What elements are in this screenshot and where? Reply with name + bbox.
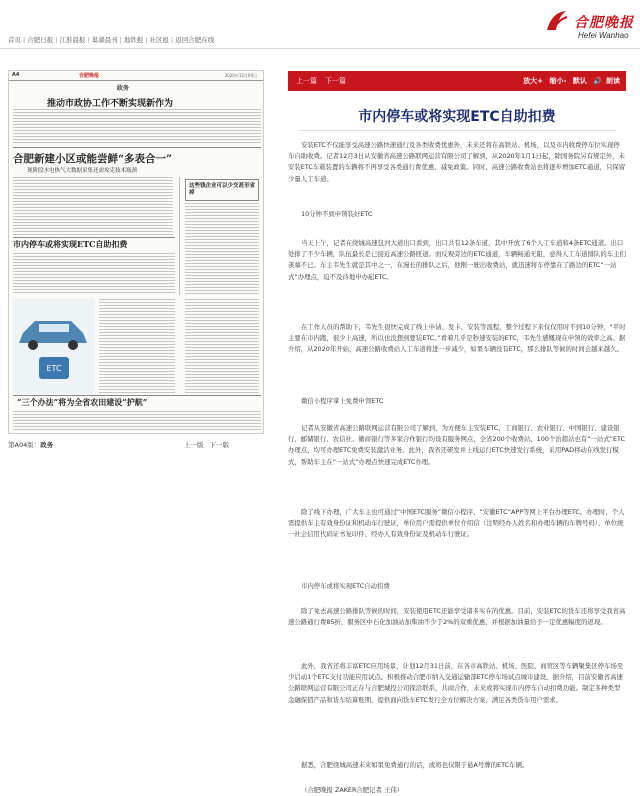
- logo-text-cn: 合肥晚报: [574, 15, 634, 31]
- article-paragraph: 记者从安徽省高速公路联网运营有限公司了解到，为方便车主安装ETC，工商银行、农业银行、中国银行、建设银行、邮储银行、农信社、徽商银行等多家合作银行均设有服务网点，全省200个收费站、100个治超站也有“一站式”ETC办理点，均可办理ETC免费安装激活业务。此外，我省还研发并上线运行ETC快速发行系统，采用PAD移动在线发行模式，帮助车主在“一站式”办理点快速完成ETC办理。: [288, 424, 626, 466]
- title-divider: [300, 130, 616, 131]
- default-size-button[interactable]: 默认: [572, 77, 587, 85]
- top-nav: [8, 35, 214, 44]
- text-block: [13, 411, 261, 431]
- article-subheading: 10分钟不到申领装好ETC: [301, 210, 373, 218]
- headline-politics[interactable]: 推动市政协工作不断实现新作为: [47, 99, 174, 109]
- nav-separator: |: [119, 36, 122, 44]
- zoom-out-button[interactable]: 缩小-: [549, 77, 567, 85]
- nav-separator: |: [23, 36, 26, 44]
- nav-separator: |: [171, 36, 174, 44]
- nav-separator: |: [55, 36, 58, 44]
- speaker-icon[interactable]: 🔊: [593, 77, 602, 85]
- newspaper-page[interactable]: [8, 70, 264, 434]
- article-paragraph: 在工作人员的帮助下，韦先生很快完成了线上申请、发卡、安装等流程，整个过程下来仅仅用时不到10分钟，“平时主要在市内跑，很少上高速，所以也没想到要装ETC。”看着几乎是秒速安装的ETC，韦先生感慨现在申领的效率之高。据介绍，从2020年开始，高速公路收费站人工车道将进一步减少，如果车辆没有ETC，那么排队等候的时间会越来越久。: [288, 323, 626, 354]
- zoom-in-button[interactable]: 放大+: [523, 77, 544, 85]
- nav-separator: |: [87, 36, 90, 44]
- divider: [13, 147, 261, 148]
- page-date: 2020年12月04日: [224, 73, 257, 78]
- nav-separator: |: [145, 36, 148, 44]
- text-block: [185, 203, 259, 295]
- page-pager: [184, 440, 235, 449]
- prev-article-link[interactable]: 上一篇: [296, 77, 317, 85]
- divider: [13, 237, 175, 238]
- article-paragraph: 除了免去高速公路排队等候的时间，安装使用ETC还能享受诸多实在的优惠。目前，安装ETC的货车还将享受我省高速公路通行费85折，服务区中石化加油站加柴油不少于2%的双重优惠，并根据加油量给予一定优惠幅度的返现。: [288, 607, 626, 627]
- text-block: [13, 109, 261, 145]
- nav-back-hefei-online[interactable]: 返回合肥在线: [175, 36, 215, 44]
- article-subheading: 市内停车或将实现ETC自动扣费: [301, 582, 390, 590]
- side-box-title[interactable]: 这些钱企业可以少交甚至省掉: [185, 179, 259, 201]
- headline-multi-meter[interactable]: 合肥新建小区或能尝鲜“多表合一”: [13, 153, 173, 165]
- headline-multi-meter-sub: 现阶段水电热气大数据采集还需攻克技术瓶颈: [27, 168, 138, 174]
- text-block: [99, 299, 175, 394]
- header-divider: [0, 48, 640, 49]
- page-header: [9, 71, 263, 81]
- page-caption: [8, 440, 53, 449]
- logo-icon: [544, 8, 570, 34]
- page-number: A4: [12, 72, 20, 78]
- nav-chaohu-morning[interactable]: 巢湖晨刊: [91, 36, 118, 44]
- read-aloud-button[interactable]: 朗读: [606, 77, 620, 85]
- article-paragraph: 此外，我省还将丰富ETC应用场景，计划12月31日前，在各市高铁站、机场、医院、商贸区等车辆聚集区停车场至少启动1个ETC支付功能应用试点。积极推动合肥市纳入交通运输部ETC停车场试点城市建设。据介绍，目前安徽省高速公路联网运营有限公司正在与合肥城投公司探洽联系，共商合作，未来或将实现市内停车自动扣费功能。制定多种类型金融保值产品和货车结算账期，提供面向货车ETC发行全方位解决方案，满足各类货车用户需求。: [288, 662, 624, 704]
- text-block: [13, 253, 175, 295]
- logo-text-en: Hefei Wanhao: [578, 31, 629, 40]
- page-section: 政务: [117, 85, 130, 92]
- headline-farmland[interactable]: “三个办法”将为全省农田建设“护航”: [17, 397, 148, 407]
- nav-home[interactable]: 首页: [8, 36, 21, 44]
- text-block: [13, 177, 173, 235]
- article-subheading: 微信小程序掌上免费申领ETC: [301, 397, 384, 405]
- page-masthead: 合肥晚报: [79, 73, 100, 79]
- page-caption-section: 政务: [40, 441, 54, 449]
- etc-car-illustration: [13, 299, 95, 394]
- text-block: [185, 299, 259, 394]
- next-article-link[interactable]: 下一篇: [325, 77, 346, 85]
- page-caption-prefix: 第A04版：: [8, 441, 41, 449]
- etc-card-label: ETC: [46, 364, 62, 373]
- divider: [13, 395, 261, 396]
- site-header: [0, 0, 640, 48]
- article-title: 市内停车或将实现ETC自助扣费: [358, 109, 556, 125]
- article-paragraph: 安装ETC不仅能享受高速公路快速通行及各类收费优惠外，未来还将在高铁站、机场，以及市内收费停车位实现停车自助收费。记者12月3日从安徽省高速公路联网运营有限公司了解到，从2020年1月1日起，除国务院另有规定外，未安装ETC车载装置的车辆将不再享受各类通行费优惠、减免政策。同时，高速公路收费站也将逐步增加ETC通道，只保留少量人工车道。: [288, 141, 626, 183]
- prev-page-link[interactable]: 上一版: [184, 441, 204, 449]
- column-divider: [179, 177, 180, 295]
- nav-community[interactable]: 社区报: [149, 36, 170, 44]
- article-paragraph: 除了线下办理，广大车主也可通过“中国ETC服务”微信小程序、“安徽ETC”APP等网上平台办理ETC。办理时，个人需提供车主有效身份证和机动车行驶证，单位用户需提供单位介绍信（注明经办人姓名和办理车辆的车牌号码）、单位统一社会信用代码证书复印件、经办人有效身份证及机动车行驶证。: [288, 508, 625, 539]
- next-page-link[interactable]: 下一版: [209, 441, 229, 449]
- article-byline: （合肥晚报 ZAKER合肥记者 王伟）: [301, 786, 404, 794]
- nav-jianghuai-morning[interactable]: 江淮晨报: [59, 36, 86, 44]
- article-paragraph: 当天上午，记者在绕城高速包河大道出口看到，出口共有12条车道，其中开放了6个人工车道和4条ETC通道。出口处排了不少车辆，队伍最长是已接近高速公路匝道。而反观旁边的ETC通道，车辆畅通无阻，意得人工车道排队的车主们羡慕不已。车主韦先生就是其中之一，在漫长的排队之后，他刚一驶出收费站，就迅速将车停靠在了路边的ETC“一站式”办理点，迫不及待地申办起ETC。: [288, 239, 626, 281]
- nav-hefei-daily[interactable]: 合肥日报: [27, 36, 54, 44]
- article-paragraph: 据悉，合肥绕城高速未来如果免费通行的话，或将也仅限于悬A号牌的ETC车辆。: [301, 761, 529, 769]
- nav-metro[interactable]: 地铁报: [123, 36, 144, 44]
- site-logo[interactable]: [540, 6, 635, 46]
- headline-etc[interactable]: 市内停车或将实现ETC自助扣费: [13, 239, 128, 249]
- article-toolbar: [288, 71, 626, 91]
